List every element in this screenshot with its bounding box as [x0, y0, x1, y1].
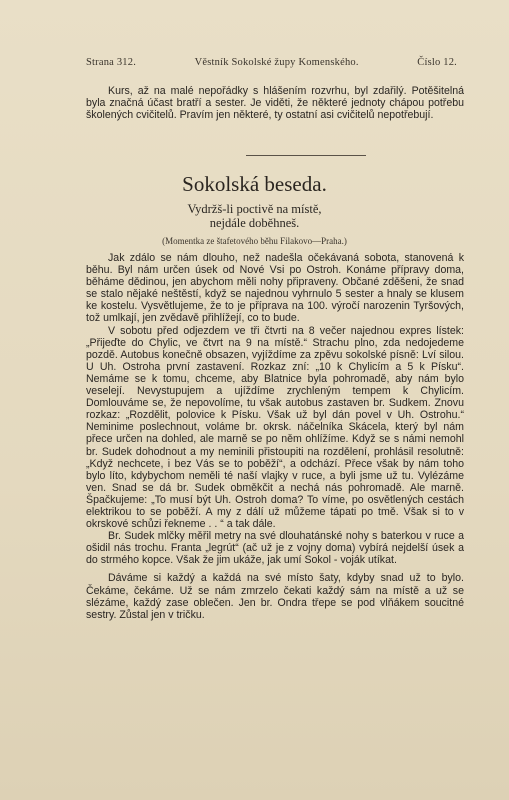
subtitle-line-1: Vydržš-li poctivě na místě,: [187, 202, 322, 216]
article-paragraph: Jak zdálo se nám dlouho, než nadešla očekávaná sobota, stanovená k běhu. Byl nám určen úsek od Nové Vsi po Ostroh. Konáme přípravy doma, běháme dědinou, jen abychom měli nohy připraveny. Občané zděšeni, že snad se stalo nějaké neštěstí, když se najednou vyhrnulo 5 sester a hnaly se klusem ke kostelu. Vysvětlujeme, že to je příprava na 100. výročí narozenin Tyršových, tož umlkají, jen zvědavě přihlížejí, co to bude.: [86, 252, 464, 325]
journal-title: Věstník Sokolské župy Komenského.: [194, 57, 359, 68]
article-title: Sokolská beseda.: [182, 172, 327, 196]
article-paragraph: Dáváme si každý a každá na své místo šaty, kdyby snad už to bylo. Čekáme, čekáme. Už se nám zmrzelo čekati každý sám na místě a už se slézáme, každý zase oblečen. Jen br. Ondra třepe se pod vlňákem soucitné sestry. Zůstal jen v tričku.: [86, 572, 464, 621]
intro-paragraph: Kurs, až na malé nepořádky s hlášením rozvrhu, byl zdařilý. Potěšitelná byla značná účast bratří a sester. Je viděti, že některé jednoty chápou potřebu školených cvičitelů. Pravím jen některé, ty ostatní asi cvičitelů nepotřebují.: [86, 85, 464, 122]
article-body: [86, 252, 464, 621]
intro-block: [86, 85, 464, 121]
article-paragraph: V sobotu před odjezdem ve tři čtvrti na 8 večer najednou expres lístek: „Přijeďte do Chylic, ve čtvrt na 9 na místě.“ Strachu plno, zda nedojedeme pozdě. Autobus konečně obsazen, vyjíždíme za zpěvu sokolské písně: Lví silou. U Uh. Ostroha první zastavení. Rozkaz zní: „10 k Chylicím a 5 k Písku“. Nemáme se k tomu, chceme, aby Blatnice byla pohromadě, aby nám bylo veselejí. Nevystupujem a ujíždíme zrychleným tempem k Chylicím. Domlouváme se, že nepovolíme, tu však autobus zastaven br. Sudkem. Znovu rozkaz: „Rozdělit, polovice k Písku. Však už byl dán povel v Uh. Ostrohu.“ Neminime poslechnout, voláme br. okrsk. náčelníka Skácela, který byl nám přece určen na dohled, ale marně se po něm ohlížíme. Když se s námi nemohl br. Sudek dohodnout a my neminili přistoupiti na rozdělení, prohlásil resolutně: „Když nechcete, i bez Vás se to poběží“, a odchází. Přece však by nám toho bylo líto, kdybychom neměli té naší vlajky v ruce, a byli jsme už tu. Vylézáme ven. Snad se dá br. Sudek obměkčit a nechá nás pohromadě. Ale marně. Špačkujeme: „To musí být Uh. Ostroh doma? To víme, po osvětlených cestách elektrikou to se poběží. A my z dálí už můžeme tápati po tmě. Však si to v okrskové schůzi řekneme . . “ a tak dále.: [86, 324, 464, 531]
article-subtitle: [0, 202, 509, 230]
article-paragraph: Br. Sudek mlčky měřil metry na své dlouhatánské nohy s baterkou v ruce a ošidil nás trochu. Franta „legrút“ (ač už je z vojny doma) vybírá nejdelší úsek a do strmého kopce. Však že jim ukáže, jak umí Sokol - voják utíkat.: [86, 530, 464, 567]
issue-number: Číslo 12.: [417, 57, 457, 68]
running-header: [86, 57, 457, 68]
subtitle-line-2: nejdále doběhneš.: [209, 216, 300, 230]
section-divider: [246, 155, 366, 156]
page-number: Strana 312.: [86, 57, 137, 68]
article-note: (Momentka ze štafetového běhu Filakovo—Praha.): [162, 236, 347, 246]
